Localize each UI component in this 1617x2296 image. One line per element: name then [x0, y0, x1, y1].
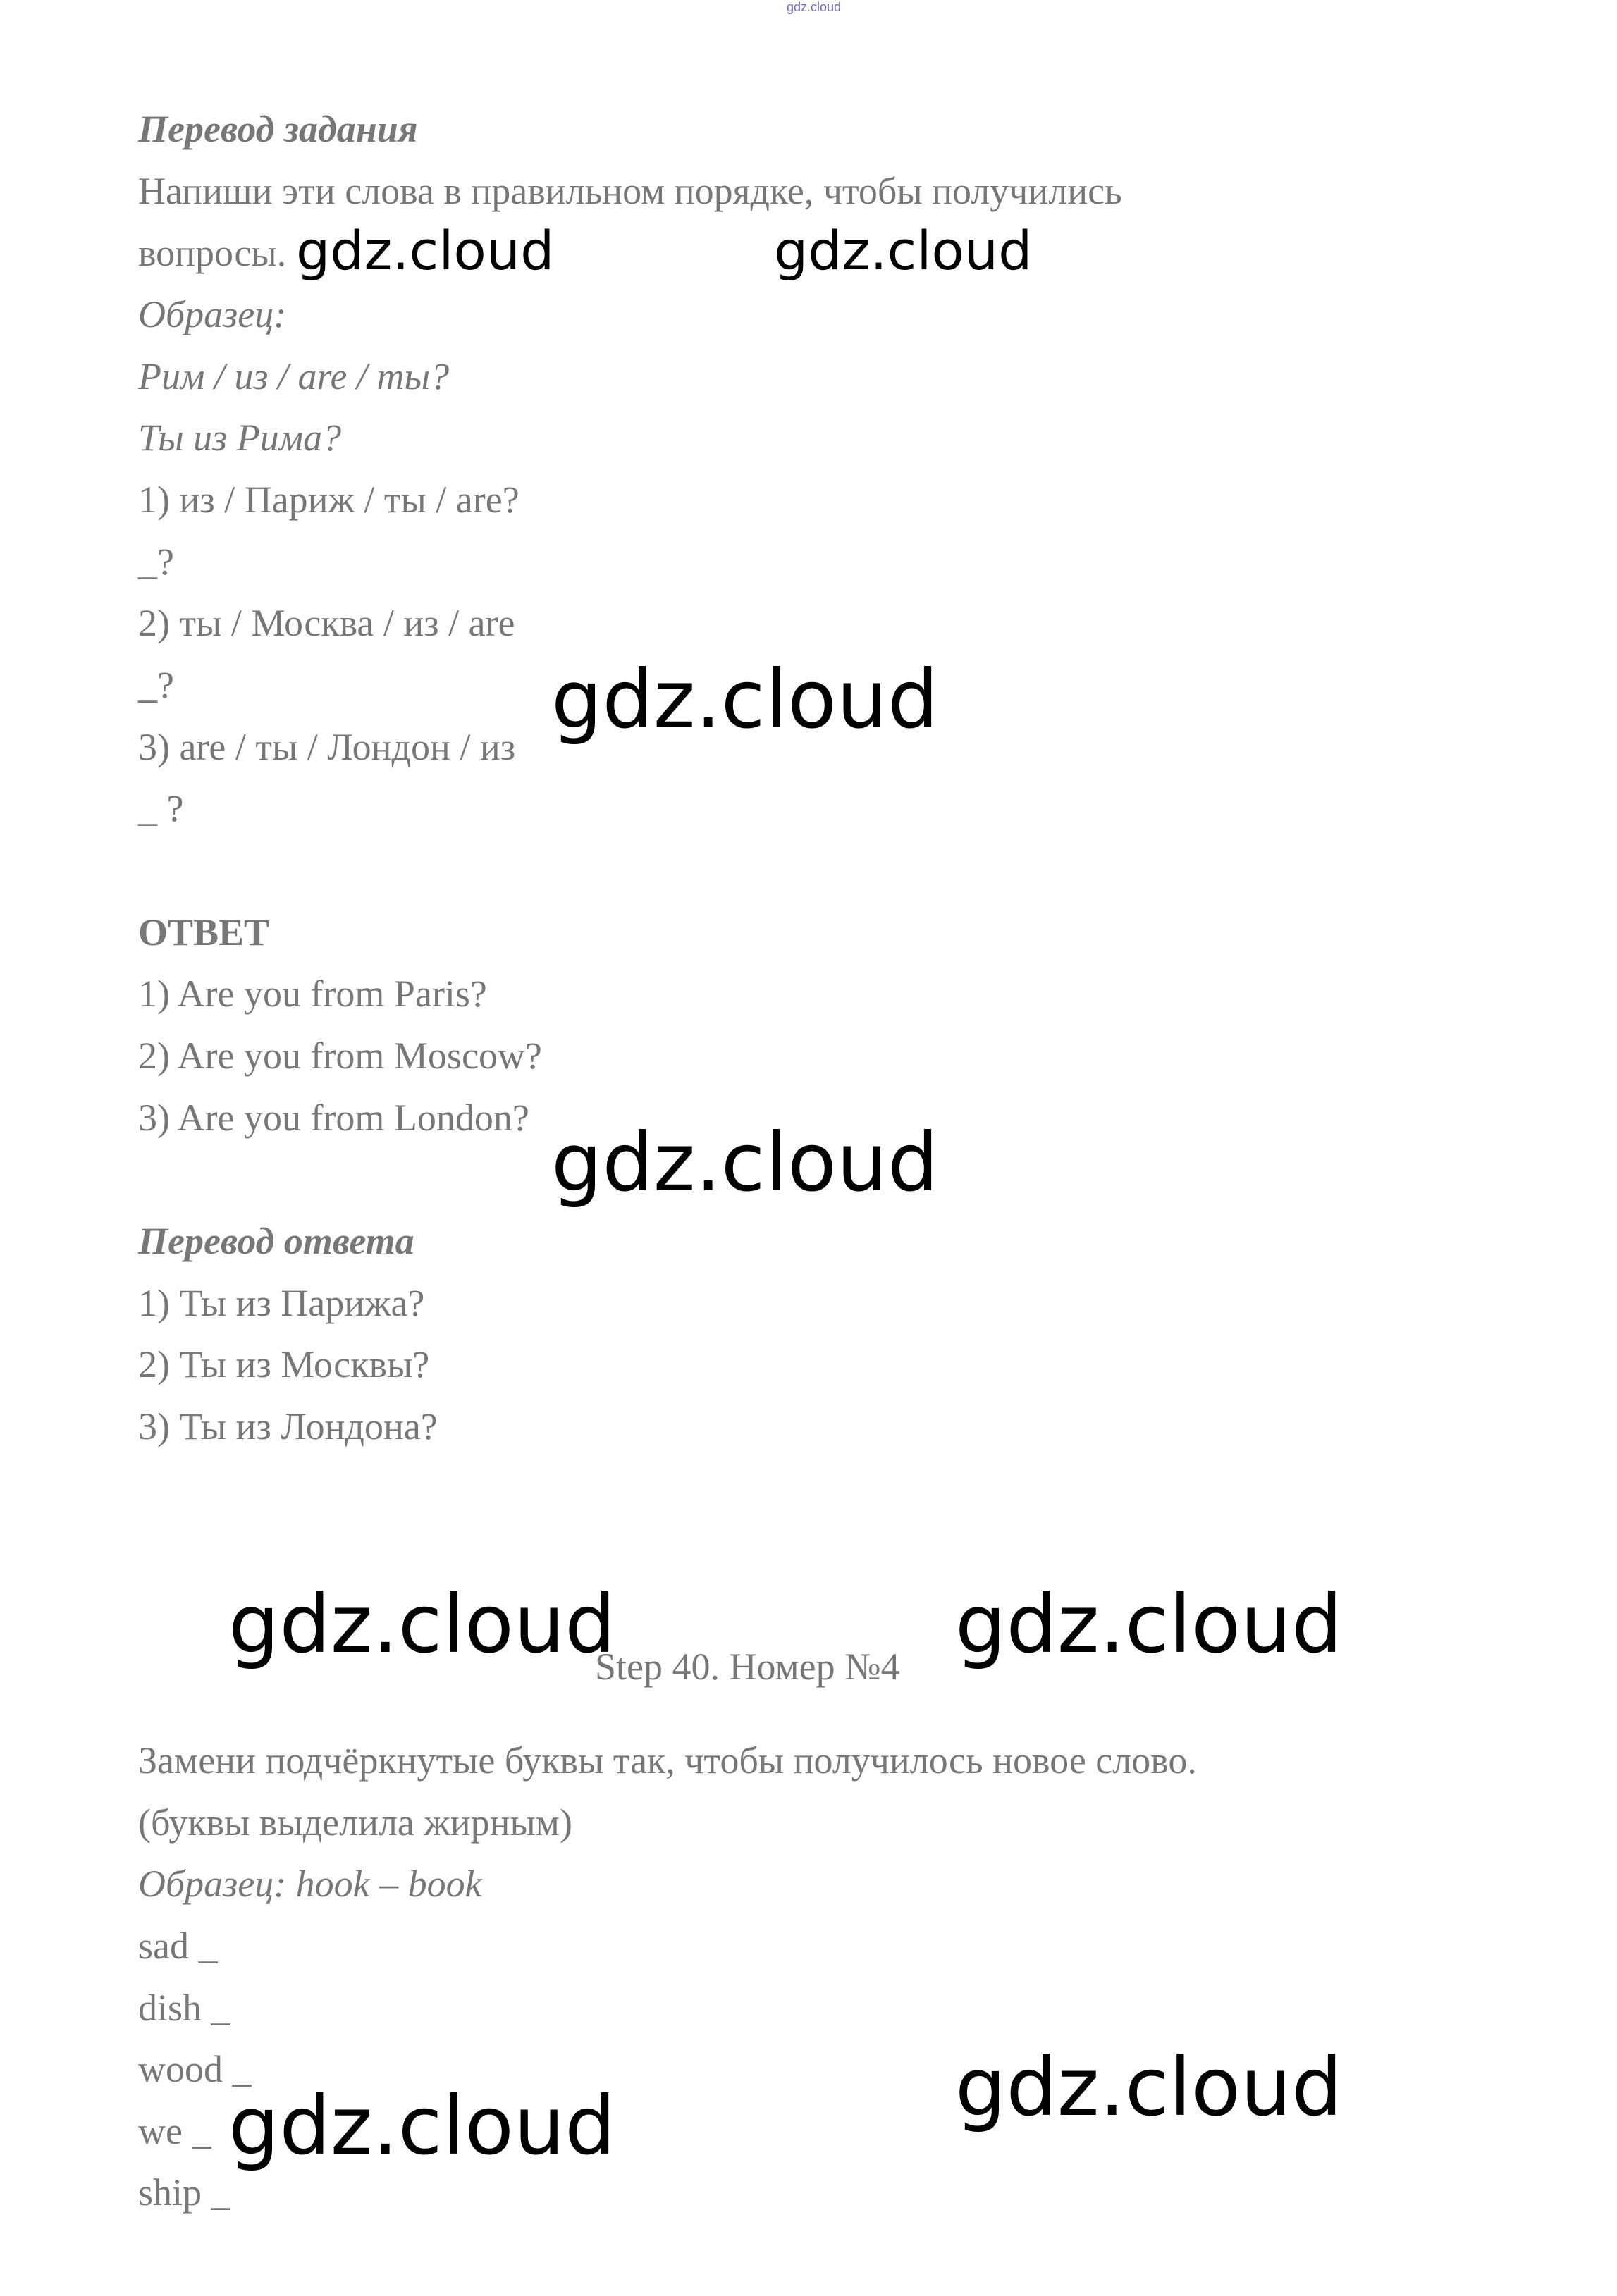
answer-translation-line-2: 2) Ты из Москвы? [138, 1343, 430, 1385]
task-item-2-words: 2) ты / Москва / из / are [138, 602, 515, 644]
watermark: gdz.cloud [955, 1577, 1343, 1671]
task-instruction-line-1: Напиши эти слова в правильном порядке, чтобы получились [138, 170, 1122, 212]
task-item-3-blank: _ ? [138, 787, 184, 829]
step-instruction-line-2: (буквы выделила жирным) [138, 1801, 572, 1844]
task-item-3-words: 3) are / ты / Лондон / из [138, 726, 516, 768]
watermark: gdz.cloud [955, 2040, 1343, 2134]
task-instruction-line-2: вопросы. [138, 232, 287, 274]
answer-heading: ОТВЕТ [138, 911, 270, 953]
answer-translation-heading: Перевод ответа [138, 1220, 414, 1262]
watermark: gdz.cloud [551, 653, 939, 746]
task-item-1-blank: _? [138, 541, 174, 583]
step-title: Step 40. Номер №4 [595, 1646, 900, 1688]
header-watermark: gdz.cloud [787, 0, 842, 14]
watermark: gdz.cloud [228, 1577, 616, 1671]
step-example: Образец: hook – book [138, 1863, 482, 1905]
step-word-1: sad _ [138, 1925, 218, 1967]
step-word-3: wood _ [138, 2048, 252, 2090]
answer-line-3: 3) Are you from London? [138, 1097, 529, 1139]
answer-translation-line-3: 3) Ты из Лондона? [138, 1405, 438, 1448]
example-answer: Ты из Рима? [138, 416, 342, 459]
answer-line-2: 2) Are you from Moscow? [138, 1035, 542, 1077]
watermark: gdz.cloud [551, 1116, 939, 1209]
example-words: Рим / из / are / ты? [138, 355, 450, 397]
step-instruction-line-1: Замени подчёркнутые буквы так, чтобы получилось новое слово. [138, 1739, 1197, 1782]
step-word-4: we _ [138, 2110, 211, 2152]
task-heading: Перевод задания [138, 108, 418, 150]
watermark: gdz.cloud [296, 219, 555, 282]
answer-line-1: 1) Are you from Paris? [138, 973, 487, 1015]
watermark: gdz.cloud [228, 2079, 616, 2173]
step-word-5: ship _ [138, 2171, 230, 2214]
answer-translation-line-1: 1) Ты из Парижа? [138, 1282, 425, 1324]
watermark: gdz.cloud [774, 219, 1033, 282]
example-label: Образец: [138, 293, 287, 335]
task-item-2-blank: _? [138, 664, 174, 706]
step-word-2: dish _ [138, 1987, 230, 2029]
task-item-1-words: 1) из / Париж / ты / are? [138, 479, 519, 521]
